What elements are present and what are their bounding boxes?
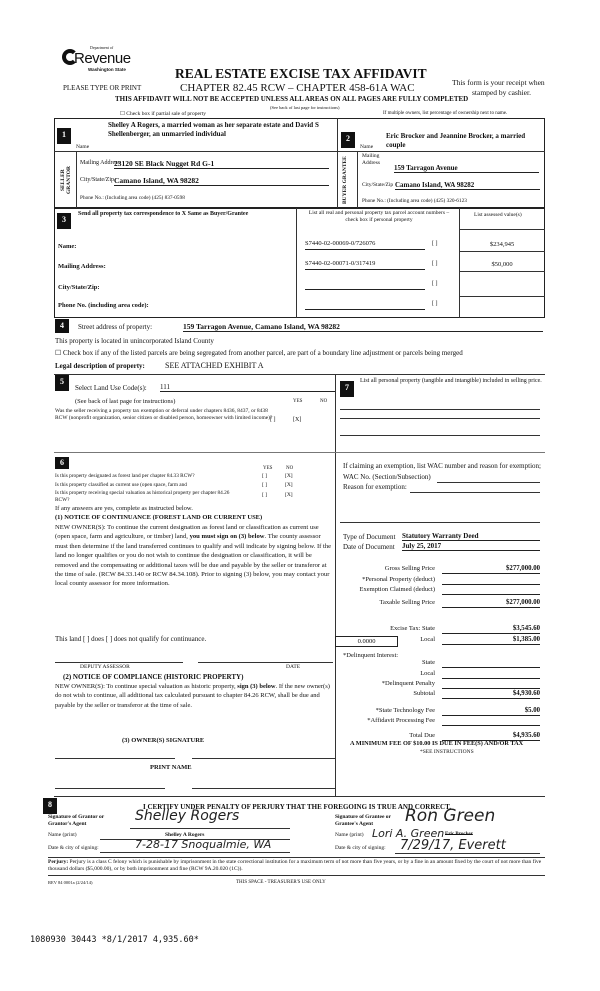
section-number-6: 6	[55, 457, 69, 469]
treasurer-use-label: THIS SPACE - TREASURER'S USE ONLY	[236, 880, 326, 885]
seller-name-label: Name	[76, 144, 90, 150]
section-number-8: 8	[43, 798, 57, 814]
parcel-number[interactable]	[305, 300, 425, 310]
section-number-3: 3	[57, 213, 71, 229]
seller-side-label: SELLER GRANTOR	[60, 166, 72, 195]
tax-row-label: Subtotal	[413, 690, 435, 697]
seller-address[interactable]: 23120 SE Black Nugget Rd G-1	[114, 159, 329, 169]
personal-property-checkbox[interactable]: [ ]	[432, 241, 438, 247]
personal-property-checkbox[interactable]: [ ]	[432, 301, 438, 307]
receipt-note-2: stamped by cashier.	[472, 88, 531, 97]
grantee-struck-name: Eric Brocker	[445, 832, 473, 837]
current-use-question: Is this property classified as current use (open space, farm and	[55, 482, 187, 488]
tax-row-value[interactable]	[442, 586, 540, 595]
form-subtitle: CHAPTER 82.45 RCW – CHAPTER 458-61A WAC	[180, 82, 415, 94]
exemption-no-checkbox[interactable]: [X]	[293, 417, 302, 423]
tax-row-label: Total Due	[409, 732, 435, 739]
corr-address-label: Mailing Address:	[58, 263, 106, 270]
land-use-instructions: (See back of last page for instructions)	[75, 398, 176, 405]
receipt-note: This form is your receipt when	[452, 78, 545, 87]
forest-land-question: Is this property designated as forest land per chapter 84.33 RCW?	[55, 473, 195, 479]
yes-header: YES	[263, 466, 273, 471]
legal-description[interactable]: SEE ATTACHED EXHIBIT A	[165, 361, 264, 370]
tax-row-label: Taxable Selling Price	[379, 599, 435, 606]
personal-property-checkbox[interactable]: [ ]	[432, 281, 438, 287]
notice-continuance-title: (1) NOTICE OF CONTINUANCE (FOREST LAND OR CURRENT USE)	[55, 514, 263, 521]
form-title: REAL ESTATE EXCISE TAX AFFIDAVIT	[175, 66, 427, 81]
perjury-notice: Perjury: Perjury is a class C felony which is punishable by imprisonment in the state correctional institution for a maximum term of not more than five years, or by a fine in an amount fixed by the court of not more than five thousand dollars ($5,000.00), or by both imprisonment and fine (RCW 9A.20.020 (1C)).	[48, 859, 542, 872]
buyer-side-label: BUYER GRANTEE	[342, 156, 348, 204]
current-use-no-checkbox[interactable]: [X]	[285, 482, 293, 488]
personal-property-label: List all personal property (tangible and intangible) included in selling price.	[360, 378, 542, 384]
buyer-name[interactable]: Eric Brocker and Jeannine Brocker, a married couple	[386, 132, 526, 149]
grantee-printed-name[interactable]: Lori A. Green	[372, 827, 445, 840]
logo-state: Washington State	[88, 67, 126, 72]
no-header: NO	[286, 466, 294, 471]
buyer-name-label: Name	[360, 144, 374, 150]
notice-continuance-text: NEW OWNER(S): To continue the current designation as forest land or classification as current use (open space, farm and agriculture, or timber) land, you must sign on (3) below. The county assessor must then determine if the land transferred continues to qualify and will indicate by signing below. If the land no longer qualifies or you do not wish to continue the designation or classification, it will be removed and the compensating or additional taxes will be due and payable by the seller or transferor at the time of sale. (RCW 84.33.140 or RCW 84.34.108). Prior to signing (3) below, you may contact your local county assessor for more information.	[55, 524, 332, 588]
legal-description-label: Legal description of property:	[55, 362, 145, 370]
tax-row-value[interactable]	[442, 670, 540, 679]
tax-row-label: Local	[420, 636, 435, 643]
seller-phone[interactable]: Phone No.: (Including area code) (425) 837-0598	[80, 195, 185, 201]
document-date[interactable]: July 25, 2017	[402, 542, 540, 551]
grantor-date-label: Date & city of signing:	[48, 845, 99, 851]
buyer-address-label: Mailing Address	[362, 153, 381, 166]
warning: THIS AFFIDAVIT WILL NOT BE ACCEPTED UNLESS ALL AREAS ON ALL PAGES ARE FULLY COMPLETED	[115, 95, 469, 103]
grantor-date-city[interactable]: 7-28-17 Snoqualmie, WA	[135, 838, 272, 851]
no-header: NO	[320, 399, 328, 404]
buyer-city-label: City/State/Zip	[362, 182, 394, 188]
date-label: DATE	[286, 664, 301, 670]
street-address-label: Street address of property:	[78, 323, 153, 331]
cashier-stamp: 1080930 30443 *8/1/2017 4,935.60*	[30, 935, 199, 945]
please-type: PLEASE TYPE OR PRINT	[63, 84, 142, 92]
local-rate-box[interactable]: 0.0000	[335, 636, 398, 647]
section-number-5: 5	[55, 375, 69, 391]
tax-row-value[interactable]: $3,545.60	[442, 625, 540, 634]
exemption-yes-checkbox[interactable]: [ ]	[270, 417, 276, 423]
notice-compliance-title: (2) NOTICE OF COMPLIANCE (HISTORIC PROPERTY)	[63, 673, 244, 681]
section-number-7: 7	[340, 381, 354, 397]
continuance-qualification[interactable]: This land [ ] does [ ] does not qualify for continuance.	[55, 635, 207, 643]
parcel-number[interactable]	[305, 280, 425, 290]
corr-city-label: City/State/Zip:	[58, 284, 100, 291]
grantor-name-label: Name (print)	[48, 832, 77, 838]
land-use-label: Select Land Use Code(s):	[75, 384, 147, 392]
tax-row-label: *State Technology Fee	[375, 707, 435, 714]
tax-row-value[interactable]	[442, 659, 540, 668]
grantor-signature-label: Signature of Grantor or Grantor's Agent	[48, 814, 105, 827]
assessed-value-header: List assessed value(s)	[474, 212, 522, 218]
section-number-2: 2	[341, 132, 355, 148]
historic-no-checkbox[interactable]: [X]	[285, 492, 293, 498]
corr-phone-label: Phone No. (including area code):	[58, 302, 149, 309]
wac-label: WAC No. (Section/Subsection)	[343, 473, 431, 481]
tax-row-value[interactable]	[442, 680, 540, 689]
see-back: (See back of last page for instructions)	[270, 105, 340, 110]
if-yes-note: If any answers are yes, complete as instructed below.	[55, 505, 193, 512]
land-use-code[interactable]: 111	[160, 383, 335, 392]
segregated-checkbox[interactable]: ☐ Check box if any of the listed parcels are being segregated from another parcel, are part of a boundary line adjustment or parcels being merged	[55, 349, 463, 357]
parcel-number[interactable]: S7440-02-00071-0/317419	[305, 260, 425, 270]
grantee-signature-label: Signature of Grantee or Grantee's Agent	[335, 814, 391, 827]
certification-statement: I CERTIFY UNDER PENALTY OF PERJURY THAT THE FOREGOING IS TRUE AND CORRECT.	[143, 803, 452, 811]
personal-property-checkbox[interactable]: [ ]	[432, 261, 438, 267]
tax-row-label: Excise Tax: State	[390, 625, 435, 632]
current-use-yes-checkbox[interactable]: [ ]	[262, 482, 268, 488]
tax-row-label: *Affidavit Processing Fee	[367, 717, 435, 724]
tax-row-label: State	[422, 659, 435, 666]
seller-address-label: Mailing Address	[80, 160, 120, 166]
tax-row-label: Gross Selling Price	[384, 565, 435, 572]
grantee-date-city[interactable]: 7/29/17, Everett	[400, 838, 506, 853]
partial-sale-checkbox[interactable]: ☐ Check box if partial sale of property	[120, 111, 207, 117]
document-type-label: Type of Document	[343, 533, 396, 541]
section-number-4: 4	[55, 319, 69, 333]
exemption-question: Was the seller receiving a property tax exemption or deferral under chapters 8436, 8437, or 8438 RCW (nonprofit organization, senior citizen or disabled person, homeowner with limited income)?	[55, 408, 273, 421]
property-location: This property is located in unincorporated Island County	[55, 337, 214, 345]
grantee-date-label: Date & city of signing:	[335, 845, 386, 851]
section-number-1: 1	[57, 128, 71, 144]
see-instructions: *SEE INSTRUCTIONS	[420, 749, 474, 755]
tax-row-label: *Personal Property (deduct)	[362, 576, 435, 583]
grantee-signature[interactable]: Ron Green	[405, 806, 496, 826]
print-name-label: PRINT NAME	[150, 764, 192, 771]
exemption-label: If claiming an exemption, list WAC number and reason for exemption;	[343, 462, 541, 470]
historic-question: Is this property receiving special valuation as historical property per chapter 84.26 RCW?	[55, 490, 230, 503]
notice-compliance-text: NEW OWNER(S): To continue special valuation as historic property, sign (3) below. If the new owner(s) do not wish to continue, all additional tax calculated pursuant to chapter 84.26 RCW, shall be due and payable by the seller or transferor at the time of sale.	[55, 683, 330, 709]
document-date-label: Date of Document	[343, 543, 395, 551]
assessed-value[interactable]: $50,000	[491, 261, 513, 268]
forest-yes-checkbox[interactable]: [ ]	[262, 473, 268, 479]
tax-row-value[interactable]: $277,000.00	[442, 599, 540, 608]
logo-name: Revenue	[74, 50, 131, 67]
grantor-signature[interactable]: Shelley Rogers	[135, 808, 240, 824]
tax-row-value[interactable]: $5.00	[442, 707, 540, 716]
logo-dept: Department of	[90, 45, 114, 50]
seller-city-label: City/State/Zip	[80, 177, 114, 183]
reason-label: Reason for exemption:	[343, 483, 407, 491]
seller-name[interactable]: Shelley A Rogers, a married woman as her separate estate and David S Shellenberger, an unmarried individual	[108, 121, 319, 138]
tax-row-value[interactable]: $277,000.00	[442, 565, 540, 574]
grantee-name-label: Name (print)	[335, 832, 364, 838]
tax-correspondence-option[interactable]: Send all property tax correspondence to X Same as Buyer/Grantee	[78, 211, 249, 217]
owner-signature-label: (3) OWNER(S) SIGNATURE	[122, 737, 205, 744]
assessed-value[interactable]: $234,945	[489, 241, 515, 248]
deputy-assessor-label: DEPUTY ASSESSOR	[80, 664, 130, 670]
grantor-printed-name[interactable]: Shelley A Rogers	[165, 832, 205, 838]
forest-no-checkbox[interactable]: [X]	[285, 473, 293, 479]
buyer-address[interactable]: 159 Tarragon Avenue	[394, 164, 539, 173]
tax-row-label: Local	[420, 670, 435, 677]
buyer-city[interactable]: Camano Island, WA 98282	[395, 181, 540, 190]
yes-header: YES	[293, 399, 303, 404]
parcel-number[interactable]: S7440-02-00069-0/726076	[305, 240, 425, 250]
minimum-fee-note: A MINIMUM FEE OF $10.00 IS DUE IN FEE(S) AND/OR TAX	[350, 740, 524, 747]
tax-row-label: Exemption Claimed (deduct)	[359, 586, 435, 593]
tax-row-value[interactable]: $4,930.60	[442, 690, 540, 699]
document-type[interactable]: Statutory Warranty Deed	[402, 532, 540, 541]
historic-yes-checkbox[interactable]: [ ]	[262, 492, 268, 498]
tax-row-value[interactable]	[442, 576, 540, 585]
parcel-header: List all real and personal property tax parcel account numbers – check box if personal property	[308, 210, 450, 223]
dor-logo	[62, 45, 131, 77]
delinquent-interest-label: *Delinquent Interest:	[343, 652, 399, 659]
corr-name-label: Name:	[58, 243, 77, 250]
tax-row-value[interactable]: $4,935.60	[442, 732, 540, 741]
seller-city[interactable]: Camano Island, WA 98282	[114, 176, 329, 186]
tax-row-value[interactable]: $1,385.00	[442, 636, 540, 645]
property-street-address[interactable]: 159 Tarragon Avenue, Camano Island, WA 98282	[183, 322, 543, 332]
tax-row-label: *Delinquent Penalty	[381, 680, 435, 687]
revision-code: REV 84 0001a (2/24/14)	[48, 880, 93, 885]
buyer-phone[interactable]: Phone No.: (Including area code) (425) 320-6123	[362, 198, 467, 204]
tax-row-value[interactable]	[442, 717, 540, 726]
multiple-owners-note: If multiple owners, list percentage of ownership next to name.	[383, 111, 508, 116]
